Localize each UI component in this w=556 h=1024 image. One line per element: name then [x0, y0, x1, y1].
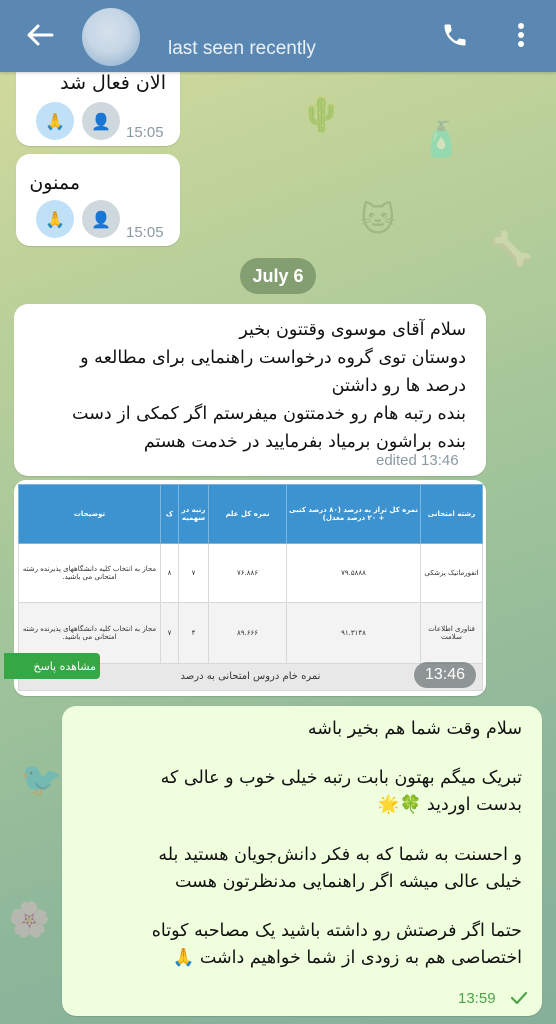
message-edited-time	[376, 452, 459, 469]
more-options-icon[interactable]	[506, 18, 536, 52]
bone-doodle-icon: 🦴	[490, 230, 533, 270]
message-line	[72, 820, 522, 842]
incoming-message[interactable]	[16, 154, 180, 246]
image-time: 13:46	[414, 662, 476, 688]
row-score: ۸۹.۶۶۶	[209, 602, 287, 663]
row-rank2: ۸	[161, 543, 179, 602]
row-composite: ۷۹.۵۸۸۸	[287, 543, 421, 602]
edited-label: edited	[376, 452, 417, 469]
flower-doodle-icon: 🌸	[8, 900, 51, 940]
row-rank1: ۷	[179, 543, 209, 602]
row-rank1: ۴	[179, 602, 209, 663]
cactus-doodle-icon: 🌵	[300, 95, 343, 135]
row-score: ۷۶.۸۸۶	[209, 543, 287, 602]
table-footer: نمره خام دروس امتحانی به درصد	[19, 663, 483, 690]
message-line: اختصاصی هم به زودی از شما خواهیم داشت 🙏	[172, 948, 522, 969]
message-line: دوستان توی گروه درخواست راهنمایی برای مطالعه و	[80, 348, 466, 368]
row-composite: ۹۱.۳۱۴۸	[287, 602, 421, 663]
message-time: 15:05	[126, 224, 164, 241]
outgoing-message[interactable]	[62, 706, 542, 1016]
row-notes: مجاز به انتخاب کلیه دانشگاههای پذیرنده رشته امتحانی می باشید.	[19, 543, 161, 602]
chat-header	[0, 0, 556, 72]
praying-hands-icon: 🙏	[36, 102, 74, 140]
message-line: بنده رتبه هام رو خدمتتون میفرستم اگر کمکی از دست	[72, 404, 466, 424]
person-avatar-icon: 👤	[82, 102, 120, 140]
row-field: اتفورماتیک پزشکی	[421, 543, 483, 602]
incoming-message[interactable]	[14, 304, 486, 476]
message-text: ممنون	[29, 172, 80, 194]
message-text	[72, 716, 522, 972]
message-time: 13:59	[458, 990, 496, 1007]
message-line: بنده براشون برمیاد بفرمایید در خدمت هستم	[143, 432, 466, 452]
row-notes: مجاز به انتخاب کلیه دانشگاههای پذیرنده رشته امتحانی می باشید.	[19, 602, 161, 663]
message-line: حتما اگر فرصتش رو داشته باشید یک مصاحبه کوتاه	[151, 921, 522, 942]
date-separator: July 6	[240, 258, 316, 294]
message-line	[72, 743, 522, 765]
praying-hands-icon: 🙏	[36, 200, 74, 238]
message-line: تبریک میگم بهتون بابت رتبه خیلی خوب و عالی که	[160, 768, 522, 789]
message-line: و احسنت به شما که به فکر دانش‌جویان هستید بله	[158, 844, 522, 865]
header-field: رشته امتحانی	[421, 485, 483, 544]
person-avatar-icon: 👤	[82, 200, 120, 238]
header-rank-country: ک	[161, 485, 179, 544]
header-composite: نمره کل تراز به درصد (۸۰ درصد کتبی + ۲۰ درصد معدل)	[287, 485, 421, 544]
message-line: خیلی عالی میشه اگر راهنمایی مدنظرتون هست	[174, 871, 522, 892]
message-text: الان فعال شد	[60, 72, 166, 94]
message-time: 13:46	[421, 452, 459, 469]
last-seen-status: last seen recently	[168, 38, 316, 59]
sticker-pair	[36, 102, 120, 140]
phone-call-icon[interactable]	[438, 18, 472, 52]
message-line: درصد ها رو داشتن	[331, 376, 466, 396]
message-line: بدست اوردید 🍀🌟	[377, 795, 522, 816]
view-answer-button[interactable]: مشاهده پاسخ	[4, 653, 100, 679]
bottle-doodle-icon: 🧴	[420, 120, 463, 160]
read-check-icon	[510, 990, 528, 1010]
message-time: 15:05	[126, 124, 164, 141]
bird-doodle-icon: 🐦	[20, 760, 63, 800]
message-line: سلام وقت شما هم بخیر باشه	[307, 719, 522, 739]
header-percentile: نمره کل علم	[209, 485, 287, 544]
cat-doodle-icon: 🐱	[360, 200, 396, 240]
back-arrow-icon[interactable]	[22, 17, 58, 53]
row-field: فناوری اطلاعات سلامت	[421, 602, 483, 663]
message-line	[72, 896, 522, 918]
row-rank2: ۷	[161, 602, 179, 663]
message-line: سلام آقای موسوی وقتتون بخیر	[239, 320, 466, 340]
sticker-pair	[36, 200, 120, 238]
message-text	[26, 316, 466, 456]
header-rank-region: رتبه در سهمیه	[179, 485, 209, 544]
contact-avatar[interactable]	[82, 8, 140, 66]
header-notes: توضیحات	[19, 485, 161, 544]
